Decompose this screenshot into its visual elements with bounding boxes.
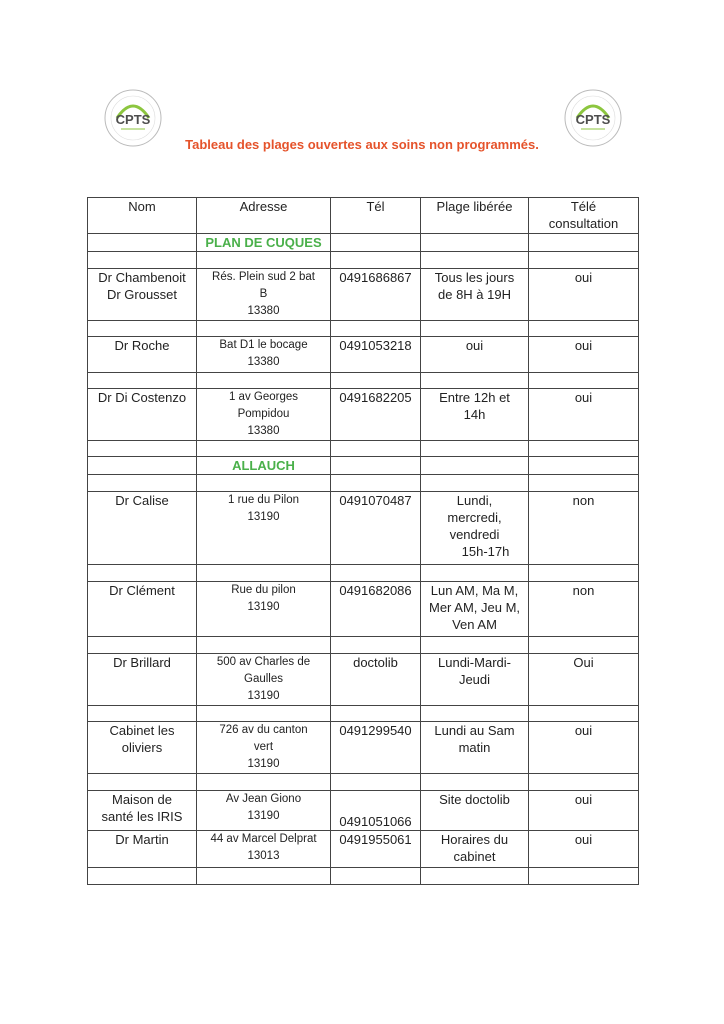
- cell-adresse: 1 rue du Pilon 13190: [197, 492, 331, 565]
- cell-nom: Dr Di Costenzo: [88, 389, 197, 441]
- spacer-row: [88, 868, 639, 885]
- cell-nom: Dr Brillard: [88, 654, 197, 706]
- table-row: [88, 269, 639, 321]
- table-row: [88, 337, 639, 373]
- spacer-row: [88, 321, 639, 337]
- cell-adresse: Bat D1 le bocage 13380: [197, 337, 331, 373]
- cell-nom: Dr Clément: [88, 582, 197, 637]
- header-teleconsultation: Télé consultation: [529, 198, 639, 234]
- cell-teleconsultation: oui: [529, 389, 639, 441]
- cell-teleconsultation: oui: [529, 722, 639, 774]
- spacer-row: [88, 475, 639, 492]
- cell-teleconsultation: oui: [529, 791, 639, 831]
- cell-adresse: Rue du pilon 13190: [197, 582, 331, 637]
- cell-nom: Maison de santé les IRIS: [88, 791, 197, 831]
- table-row: [88, 791, 639, 831]
- cell-plage: Lundi-Mardi- Jeudi: [421, 654, 529, 706]
- cell-plage: Site doctolib: [421, 791, 529, 831]
- section-row: [88, 234, 639, 252]
- cell-tel: 0491053218: [331, 337, 421, 373]
- cell-nom: Cabinet les oliviers: [88, 722, 197, 774]
- cell-nom: Dr Roche: [88, 337, 197, 373]
- table-row: [88, 831, 639, 868]
- cell-tel: doctolib: [331, 654, 421, 706]
- cell-plage-hours: 15h-17h: [461, 544, 510, 559]
- cell-adresse: Rés. Plein sud 2 bat B 13380: [197, 269, 331, 321]
- table-header-row: [88, 198, 639, 234]
- table-row: [88, 722, 639, 774]
- cell-tel: 0491682205: [331, 389, 421, 441]
- cell-tel: 0491070487: [331, 492, 421, 565]
- table-row: [88, 654, 639, 706]
- cell-tel: 0491051066: [331, 791, 421, 831]
- table-row: [88, 582, 639, 637]
- cell-tel: 0491299540: [331, 722, 421, 774]
- header-tel: Tél: [331, 198, 421, 234]
- cell-plage: Tous les jours de 8H à 19H: [421, 269, 529, 321]
- cell-teleconsultation: oui: [529, 337, 639, 373]
- section-name: ALLAUCH: [197, 457, 331, 475]
- header-adresse: Adresse: [197, 198, 331, 234]
- table-row: [88, 389, 639, 441]
- cell-adresse: 1 av Georges Pompidou 13380: [197, 389, 331, 441]
- header-plage: Plage libérée: [421, 198, 529, 234]
- document-title: Tableau des plages ouvertes aux soins non programmés.: [185, 137, 539, 152]
- cell-tel: 0491682086: [331, 582, 421, 637]
- spacer-row: [88, 706, 639, 722]
- cell-adresse: 500 av Charles de Gaulles 13190: [197, 654, 331, 706]
- logo-text: CPTS: [575, 112, 611, 127]
- cell-plage: oui: [421, 337, 529, 373]
- cell-nom: Dr Martin: [88, 831, 197, 868]
- cell-plage: Lundi, mercredi, vendredi 15h-17h: [421, 492, 529, 565]
- cell-teleconsultation: oui: [529, 831, 639, 868]
- section-name: PLAN DE CUQUES: [197, 234, 331, 252]
- cell-nom: Dr Calise: [88, 492, 197, 565]
- spacer-row: [88, 565, 639, 582]
- cell-adresse: 726 av du canton vert 13190: [197, 722, 331, 774]
- cell-adresse: 44 av Marcel Delprat 13013: [197, 831, 331, 868]
- spacer-row: [88, 441, 639, 457]
- cell-tel: 0491686867: [331, 269, 421, 321]
- cell-teleconsultation: Oui: [529, 654, 639, 706]
- cell-teleconsultation: non: [529, 582, 639, 637]
- care-slots-table: [87, 197, 639, 885]
- cell-teleconsultation: non: [529, 492, 639, 565]
- cell-adresse: Av Jean Giono 13190: [197, 791, 331, 831]
- cell-plage: Lundi au Sam matin: [421, 722, 529, 774]
- spacer-row: [88, 373, 639, 389]
- header-nom: Nom: [88, 198, 197, 234]
- cell-tel: 0491955061: [331, 831, 421, 868]
- cell-nom: Dr Chambenoit Dr Grousset: [88, 269, 197, 321]
- spacer-row: [88, 774, 639, 791]
- table-row: [88, 492, 639, 565]
- spacer-row: [88, 637, 639, 654]
- cell-plage: Lun AM, Ma M, Mer AM, Jeu M, Ven AM: [421, 582, 529, 637]
- cell-plage: Entre 12h et 14h: [421, 389, 529, 441]
- cell-plage: Horaires du cabinet: [421, 831, 529, 868]
- logo-text: CPTS: [115, 112, 151, 127]
- spacer-row: [88, 252, 639, 269]
- section-row: [88, 457, 639, 475]
- cell-teleconsultation: oui: [529, 269, 639, 321]
